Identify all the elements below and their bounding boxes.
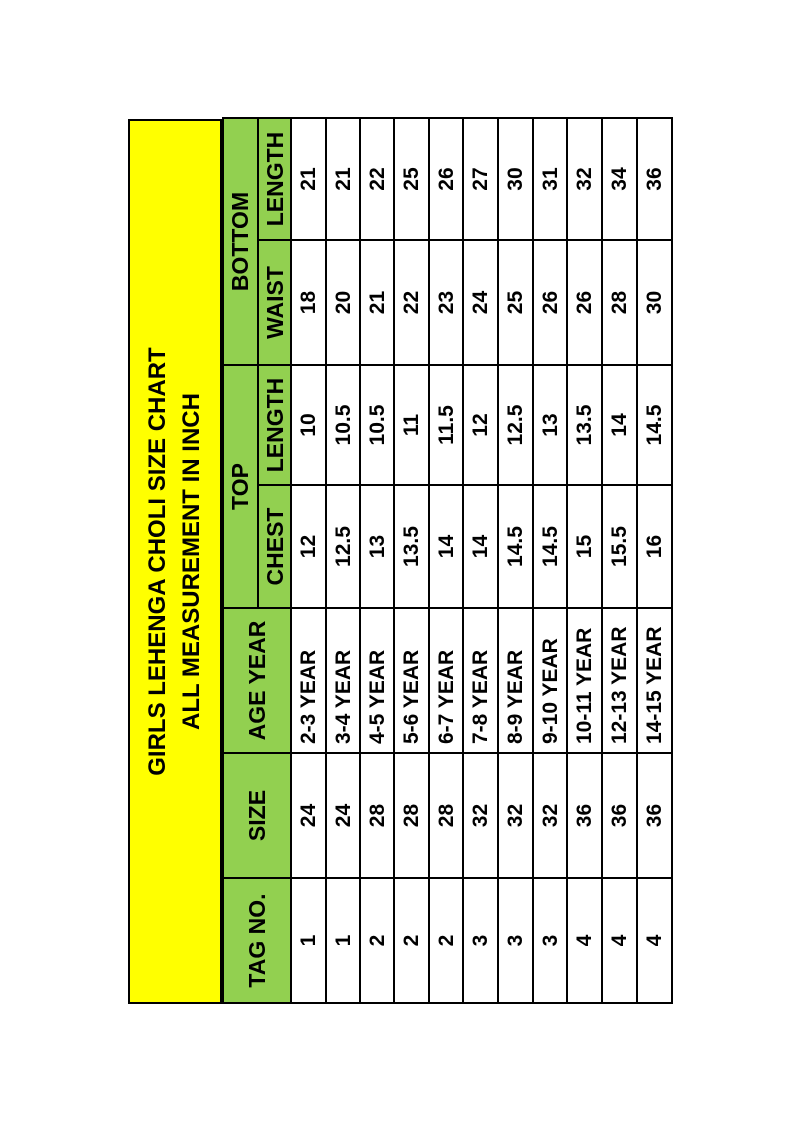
row-4-chest: 13.5: [393, 484, 430, 609]
chart-title-line2: ALL MEASUREMENT IN INCH: [178, 393, 205, 730]
row-1-top-length: 10: [290, 364, 327, 486]
row-1-waist: 18: [290, 239, 327, 366]
row-4-bottom-length: 25: [393, 117, 430, 241]
row-3-age-year: 4-5 YEAR: [359, 607, 395, 754]
row-4-top-length: 11: [393, 364, 430, 486]
row-9-chest: 15: [566, 484, 603, 609]
row-1-age-year: 2-3 YEAR: [290, 607, 327, 754]
row-3-bottom-length: 22: [359, 117, 395, 241]
row-8-top-length: 13: [532, 364, 568, 486]
header-top: TOP: [222, 364, 259, 609]
row-10-tag-no: 4: [601, 877, 638, 1004]
row-8-bottom-length: 31: [532, 117, 568, 241]
row-5-chest: 14: [428, 484, 464, 609]
row-8-size: 32: [532, 752, 568, 879]
row-1-chest: 12: [290, 484, 327, 609]
row-9-age-year: 10-11 YEAR: [566, 607, 603, 754]
row-4-age-year: 5-6 YEAR: [393, 607, 430, 754]
row-7-top-length: 12.5: [497, 364, 534, 486]
row-8-chest: 14.5: [532, 484, 568, 609]
row-1-bottom-length: 21: [290, 117, 327, 241]
row-5-waist: 23: [428, 239, 464, 366]
row-7-bottom-length: 30: [497, 117, 534, 241]
row-5-top-length: 11.5: [428, 364, 464, 486]
row-11-top-length: 14.5: [636, 364, 673, 486]
row-6-top-length: 12: [462, 364, 499, 486]
row-10-size: 36: [601, 752, 638, 879]
row-3-chest: 13: [359, 484, 395, 609]
row-10-waist: 28: [601, 239, 638, 366]
row-2-size: 24: [325, 752, 361, 879]
row-11-waist: 30: [636, 239, 673, 366]
header-bottom-length: LENGTH: [257, 117, 293, 241]
row-7-age-year: 8-9 YEAR: [497, 607, 534, 754]
header-age-year: AGE YEAR: [222, 607, 293, 754]
row-2-age-year: 3-4 YEAR: [325, 607, 361, 754]
row-9-top-length: 13.5: [566, 364, 603, 486]
row-7-chest: 14.5: [497, 484, 534, 609]
row-7-size: 32: [497, 752, 534, 879]
row-8-waist: 26: [532, 239, 568, 366]
row-5-tag-no: 2: [428, 877, 464, 1004]
row-7-tag-no: 3: [497, 877, 534, 1004]
row-3-tag-no: 2: [359, 877, 395, 1004]
row-9-waist: 26: [566, 239, 603, 366]
row-7-waist: 25: [497, 239, 534, 366]
chart-title-line1: GIRLS LEHENGA CHOLI SIZE CHART: [144, 347, 171, 776]
row-9-size: 36: [566, 752, 603, 879]
row-6-bottom-length: 27: [462, 117, 499, 241]
row-2-bottom-length: 21: [325, 117, 361, 241]
header-chest: CHEST: [257, 484, 293, 609]
row-2-chest: 12.5: [325, 484, 361, 609]
row-2-tag-no: 1: [325, 877, 361, 1004]
header-tag-no: TAG NO.: [222, 877, 293, 1004]
row-6-age-year: 7-8 YEAR: [462, 607, 499, 754]
header-size: SIZE: [222, 752, 293, 879]
row-1-tag-no: 1: [290, 877, 327, 1004]
chart-title: [128, 119, 222, 1004]
row-2-waist: 20: [325, 239, 361, 366]
row-1-size: 24: [290, 752, 327, 879]
row-4-tag-no: 2: [393, 877, 430, 1004]
row-6-waist: 24: [462, 239, 499, 366]
row-10-bottom-length: 34: [601, 117, 638, 241]
row-3-waist: 21: [359, 239, 395, 366]
row-11-chest: 16: [636, 484, 673, 609]
row-3-top-length: 10.5: [359, 364, 395, 486]
row-9-bottom-length: 32: [566, 117, 603, 241]
row-8-age-year: 9-10 YEAR: [532, 607, 568, 754]
row-5-bottom-length: 26: [428, 117, 464, 241]
row-2-top-length: 10.5: [325, 364, 361, 486]
header-waist: WAIST: [257, 239, 293, 366]
row-4-size: 28: [393, 752, 430, 879]
row-8-tag-no: 3: [532, 877, 568, 1004]
row-10-age-year: 12-13 YEAR: [601, 607, 638, 754]
row-5-size: 28: [428, 752, 464, 879]
row-3-size: 28: [359, 752, 395, 879]
row-10-chest: 15.5: [601, 484, 638, 609]
row-9-tag-no: 4: [566, 877, 603, 1004]
row-6-tag-no: 3: [462, 877, 499, 1004]
row-11-size: 36: [636, 752, 673, 879]
row-4-waist: 22: [393, 239, 430, 366]
header-top-length: LENGTH: [257, 364, 293, 486]
row-6-chest: 14: [462, 484, 499, 609]
row-11-bottom-length: 36: [636, 117, 673, 241]
row-10-top-length: 14: [601, 364, 638, 486]
row-11-age-year: 14-15 YEAR: [636, 607, 673, 754]
row-11-tag-no: 4: [636, 877, 673, 1004]
row-5-age-year: 6-7 YEAR: [428, 607, 464, 754]
row-6-size: 32: [462, 752, 499, 879]
header-bottom: BOTTOM: [222, 117, 259, 366]
